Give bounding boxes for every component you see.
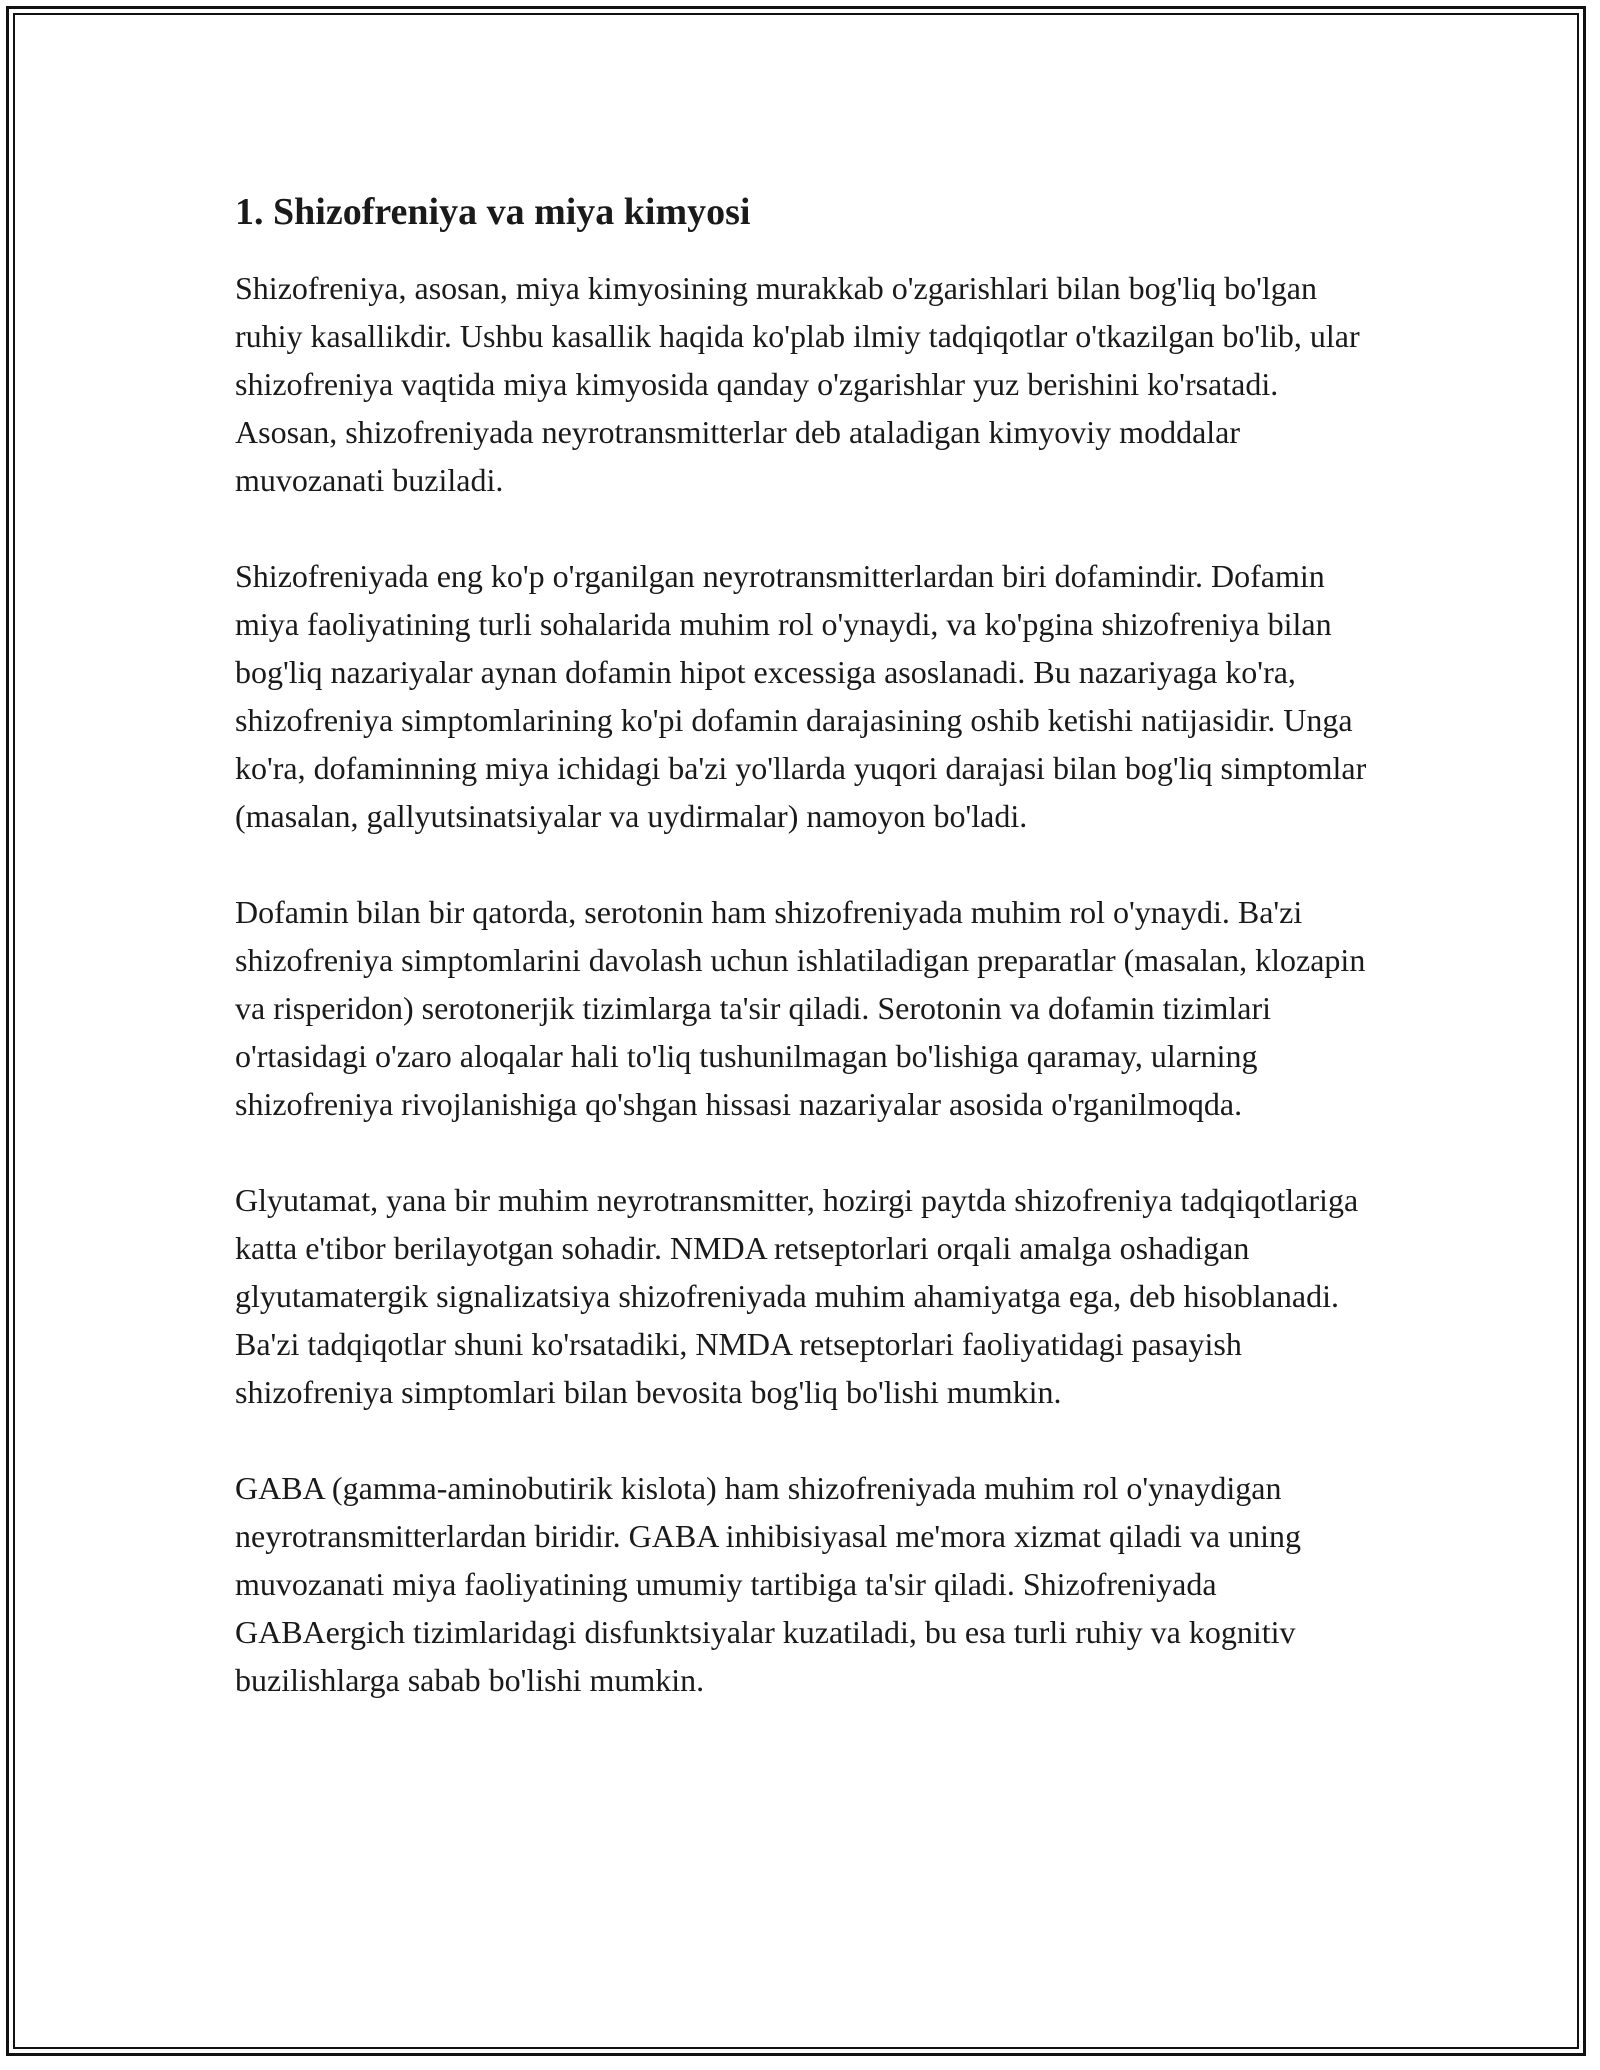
document-body [235, 182, 1385, 1752]
paragraph-1: Shizofreniya, asosan, miya kimyosining murakkab o'zgarishlari bilan bog'liq bo'lgan ruhiy kasallikdir. Ushbu kasallik haqida ko'plab ilmiy tadqiqotlar o'tkazilgan bo'lib, ular shizofreniya vaqtida miya kimyosida qanday o'zgarishlar yuz berishini ko'rsatadi. Asosan, shizofreniyada neyrotransmitterlar deb ataladigan kimyoviy moddalar muvozanati buziladi. [235, 270, 1360, 498]
paragraph-3: Dofamin bilan bir qatorda, serotonin ham shizofreniyada muhim rol o'ynaydi. Ba'zi shizofreniya simptomlarini davolash uchun ishlatiladigan preparatlar (masalan, klozapin va risperidon) serotonerjik tizimlarga ta'sir qiladi. Serotonin va dofamin tizimlari o'rtasidagi o'zaro aloqalar hali to'liq tushunilmagan bo'lishiga qaramay, ularning shizofreniya rivojlanishiga qo'shgan hissasi nazariyalar asosida o'rganilmoqda. [235, 894, 1366, 1122]
section-title: 1. Shizofreniya va miya kimyosi [235, 191, 751, 233]
paragraph-4: Glyutamat, yana bir muhim neyrotransmitter, hozirgi paytda shizofreniya tadqiqotlariga katta e'tibor berilayotgan sohadir. NMDA retseptorlari orqali amalga oshadigan glyutamatergik signalizatsiya shizofreniyada muhim ahamiyatga ega, deb hisoblanadi. Ba'zi tadqiqotlar shuni ko'rsatadiki, NMDA retseptorlari faoliyatidagi pasayish shizofreniya simptomlari bilan bevosita bog'liq bo'lishi mumkin. [235, 1182, 1359, 1410]
paragraph-5: GABA (gamma-aminobutirik kislota) ham shizofreniyada muhim rol o'ynaydigan neyrotransmitterlardan biridir. GABA inhibisiyasal me'mora xizmat qiladi va uning muvozanati miya faoliyatining umumiy tartibiga ta'sir qiladi. Shizofreniyada GABAergich tizimlaridagi disfunktsiyalar kuzatiladi, bu esa turli ruhiy va kognitiv buzilishlarga sabab bo'lishi mumkin. [235, 1470, 1301, 1698]
paragraph-2: Shizofreniyada eng ko'p o'rganilgan neyrotransmitterlardan biri dofamindir. Dofamin miya faoliyatining turli sohalarida muhim rol o'ynaydi, va ko'pgina shizofreniya bilan bog'liq nazariyalar aynan dofamin hipot excessiga asoslanadi. Bu nazariyaga ko'ra, shizofreniya simptomlarining ko'pi dofamin darajasining oshib ketishi natijasidir. Unga ko'ra, dofaminning miya ichidagi ba'zi yo'llarda yuqori darajasi bilan bog'liq simptomlar (masalan, gallyutsinatsiyalar va uydirmalar) namoyon bo'ladi. [235, 558, 1367, 834]
